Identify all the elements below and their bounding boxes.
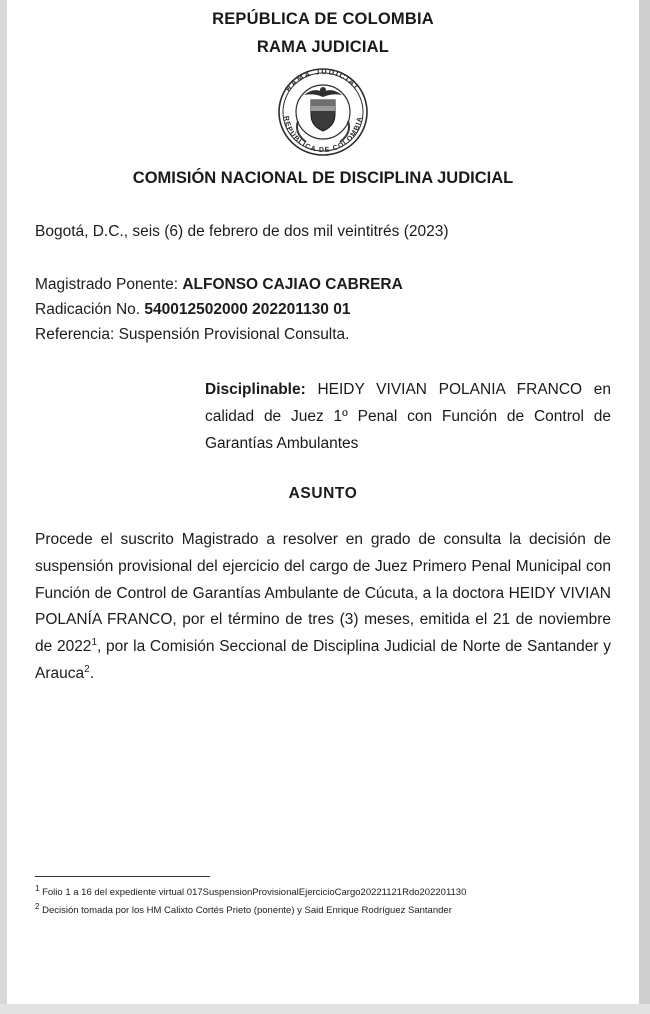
referencia-value: Suspensión Provisional Consulta. bbox=[118, 326, 350, 344]
footnote-divider bbox=[35, 876, 210, 877]
svg-text:REPÚBLICA DE COLOMBIA: REPÚBLICA DE COLOMBIA bbox=[282, 115, 364, 155]
judicial-branch-heading: RAMA JUDICIAL bbox=[256, 38, 390, 56]
radicacion-value: 540012502000 202201130 01 bbox=[144, 301, 351, 319]
disciplinable-block bbox=[205, 377, 611, 457]
disciplinable-text: HEIDY VIVIAN POLANIA FRANCO en calidad de Juez 1º Penal con Función de Control de Garantías Ambulantes bbox=[205, 381, 611, 452]
footnote-2 bbox=[35, 901, 595, 918]
page-left-edge bbox=[0, 0, 7, 1014]
referencia-line bbox=[35, 322, 611, 347]
asunto-text-part2: , por la Comisión Seccional de Disciplina Judicial de Norte de Santander y Arauca bbox=[35, 638, 612, 682]
radicacion-label: Radicación No. bbox=[35, 301, 145, 319]
republic-heading: REPÚBLICA DE COLOMBIA bbox=[212, 10, 434, 28]
document-metadata bbox=[35, 272, 611, 347]
footnote-1 bbox=[35, 883, 595, 900]
referencia-label: Referencia: bbox=[35, 326, 119, 344]
seal-container bbox=[35, 63, 611, 159]
asunto-text-part3: . bbox=[89, 665, 94, 682]
footnote-1-marker: 1 bbox=[35, 884, 40, 894]
magistrate-line bbox=[35, 272, 611, 297]
svg-text:RAMA JUDICIAL: RAMA JUDICIAL bbox=[283, 66, 363, 94]
asunto-paragraph bbox=[35, 527, 611, 687]
footnote-2-text: Decisión tomada por los HM Calixto Cortés Prieto (ponente) y Said Enrique Rodríguez Santander bbox=[39, 904, 452, 916]
footnote-1-text: Folio 1 a 16 del expediente virtual 017SuspensionProvisionalEjercicioCargo20221121Rdo202201130 bbox=[39, 887, 467, 899]
page-right-edge bbox=[639, 0, 650, 1014]
document-content bbox=[7, 0, 639, 1014]
footnotes-section bbox=[35, 876, 595, 918]
footnote-2-marker: 2 bbox=[35, 901, 40, 911]
footnote-ref-2: 2 bbox=[84, 663, 90, 675]
magistrate-label: Magistrado Ponente: bbox=[35, 276, 183, 294]
magistrate-value: ALFONSO CAJIAO CABRERA bbox=[182, 276, 403, 294]
disciplinable-label: Disciplinable: bbox=[205, 381, 306, 399]
radicacion-line bbox=[35, 297, 611, 322]
place-and-date: Bogotá, D.C., seis (6) de febrero de dos mil veintitrés (2023) bbox=[35, 223, 449, 240]
footnote-ref-1: 1 bbox=[91, 637, 97, 649]
commission-heading: COMISIÓN NACIONAL DE DISCIPLINA JUDICIAL bbox=[132, 169, 514, 187]
coat-of-arms-icon bbox=[258, 63, 388, 159]
asunto-text-part1: Procede el suscrito Magistrado a resolver en grado de consulta la decisión de suspensión provisional del ejercicio del cargo de Juez Primero Penal Municipal con Función de Control de Garantías Ambulante de Cúcuta, a la doctora HEIDY VIVIAN POLANÍA FRANCO, por el término de tres (3) meses, emitida el 21 de noviembre de 2022 bbox=[35, 531, 611, 656]
asunto-heading: ASUNTO bbox=[288, 485, 358, 503]
